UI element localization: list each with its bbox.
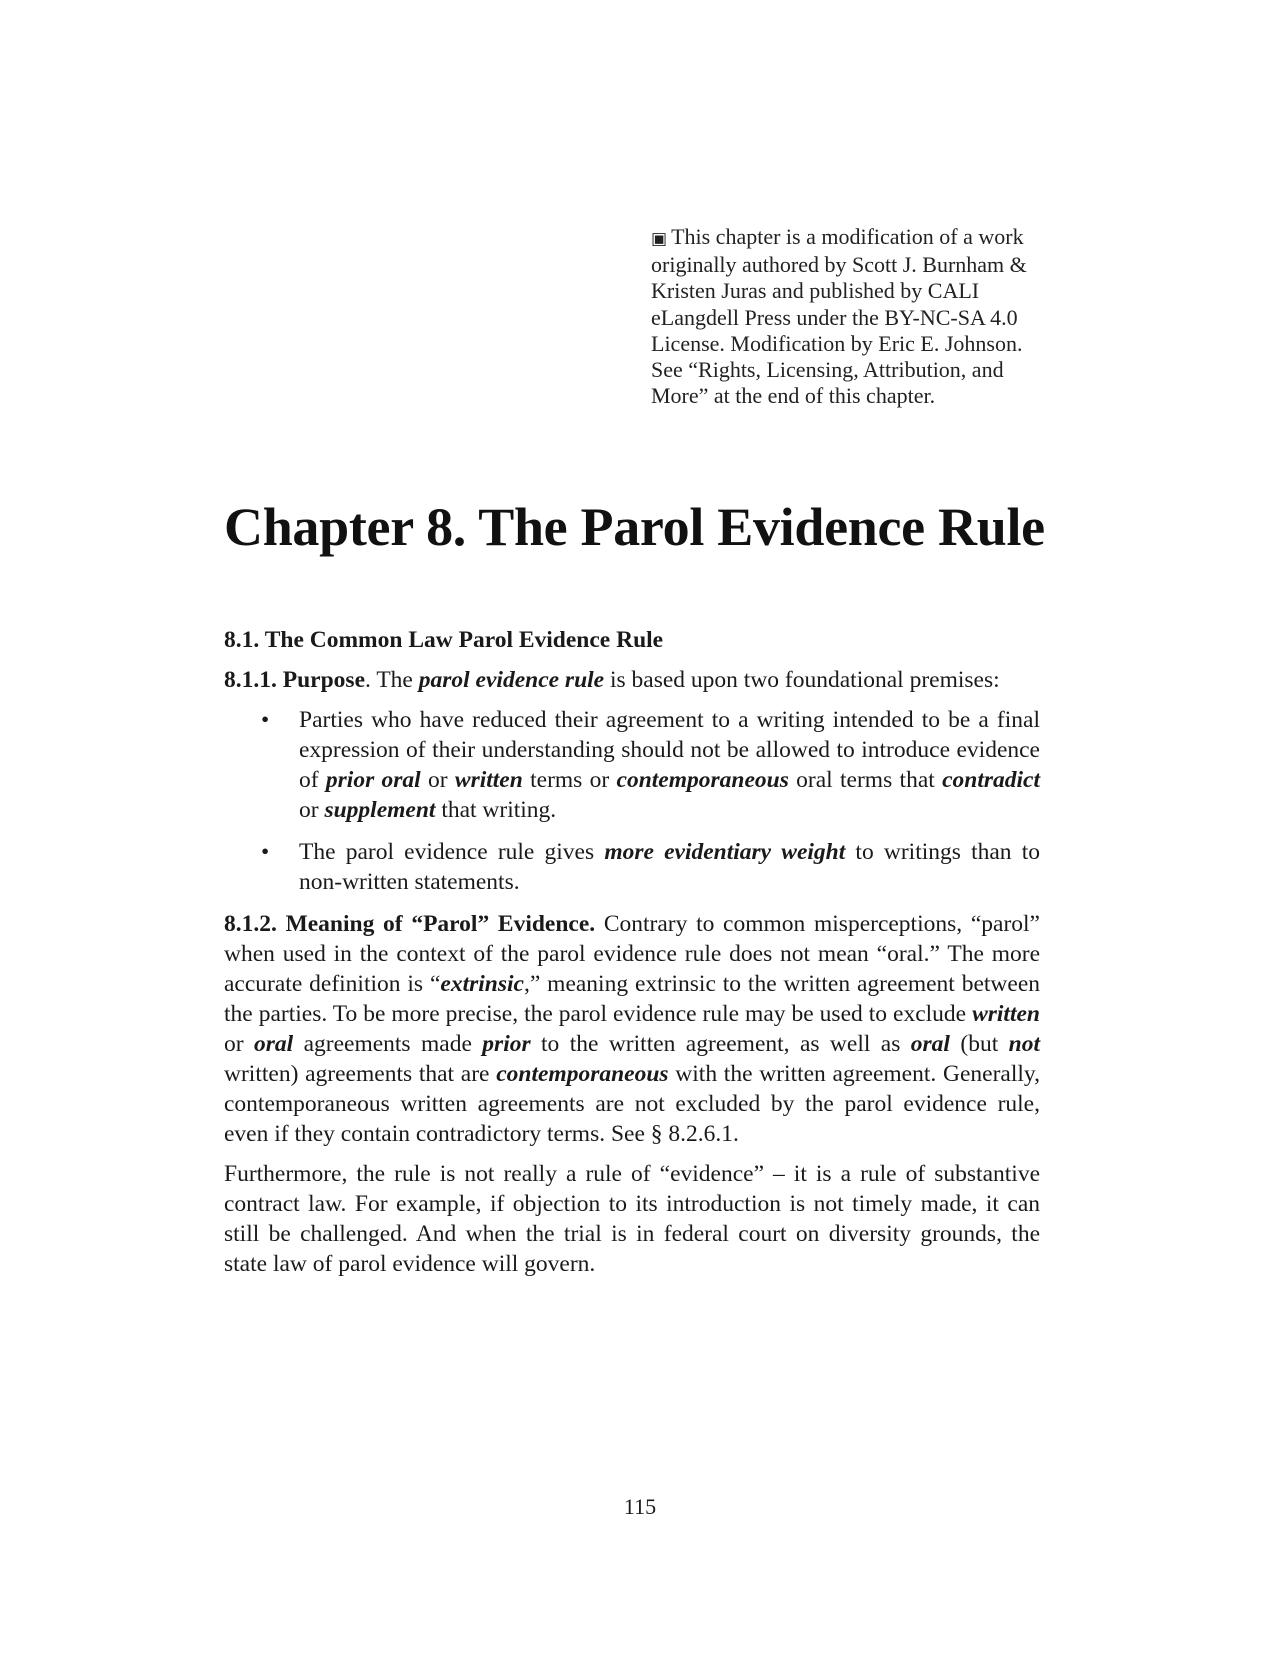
text-run: written) agreements that are bbox=[224, 1061, 497, 1087]
text-run: Contrary to common misperceptions, “parol” when used in the context of the parol evidence rule does not mean “oral.” The more accurate definition is “ bbox=[224, 911, 1040, 997]
meaning-of-parol-label: 8.1.2. Meaning of “Parol” Evidence. bbox=[224, 911, 596, 937]
bullet-icon: • bbox=[261, 707, 270, 733]
text-run: or bbox=[420, 767, 455, 793]
chapter-title: Chapter 8. The Parol Evidence Rule bbox=[224, 497, 1045, 557]
term-contemporaneous: contemporaneous bbox=[496, 1061, 669, 1087]
term-prior: prior bbox=[482, 1031, 531, 1057]
page-number: 115 bbox=[623, 1494, 657, 1519]
attribution-note-text: This chapter is a modification of a work originally authored by Scott J. Burnham & Kristen Juras and published by CALI eLangdell Press under the BY-NC-SA 4.0 License. Modification by Eric E. Johnson. See “Rights, Licensing, Attribution, and More” at the end of this chapter. bbox=[651, 224, 1027, 409]
list-item bbox=[224, 837, 1040, 897]
text-run: The parol evidence rule gives bbox=[299, 839, 605, 865]
text-run: or bbox=[224, 1031, 254, 1057]
bullet-icon: • bbox=[261, 839, 270, 865]
text-run: agreements made bbox=[293, 1031, 483, 1057]
term-contradict: contradict bbox=[942, 767, 1041, 793]
note-marker-icon: ▣ bbox=[651, 229, 668, 249]
term-extrinsic: extrinsic bbox=[440, 971, 524, 997]
text-run: to the written agreement, as well as bbox=[530, 1031, 911, 1057]
text-run: is based upon two foundational premises: bbox=[604, 667, 1000, 693]
text-run: terms or bbox=[522, 767, 617, 793]
paragraph-purpose bbox=[224, 665, 1040, 695]
text-run: or bbox=[299, 797, 325, 823]
term-contemporaneous: contemporaneous bbox=[616, 767, 789, 793]
text-run: oral terms that bbox=[788, 767, 943, 793]
text-run: (but bbox=[949, 1031, 1009, 1057]
term-written: written bbox=[454, 767, 523, 793]
term-supplement: supplement bbox=[324, 797, 436, 823]
term-oral: oral bbox=[253, 1031, 294, 1057]
premises-list bbox=[224, 705, 1040, 897]
attribution-note bbox=[651, 224, 1051, 409]
term-prior-oral: prior oral bbox=[325, 767, 421, 793]
text-run: that writing. bbox=[435, 797, 557, 823]
paragraph-furthermore: Furthermore, the rule is not really a rule of “evidence” – it is a rule of substantive contract law. For example, if objection to its introduction is not timely made, it can still be challenged. And when the trial is in federal court on diversity grounds, the state law of parol evidence will govern. bbox=[224, 1161, 1040, 1277]
term-oral: oral bbox=[910, 1031, 950, 1057]
list-item bbox=[224, 705, 1040, 825]
term-parol-evidence-rule: parol evidence rule bbox=[418, 667, 605, 693]
text-run: Parties who have reduced their agreement to a writing intended to be a final expression of their understanding should not be allowed to introduce evidence of bbox=[299, 707, 1040, 793]
term-written: written bbox=[972, 1001, 1040, 1027]
chapter-body bbox=[224, 625, 1040, 1289]
text-run: . The bbox=[365, 667, 419, 693]
term-not: not bbox=[1008, 1031, 1040, 1057]
section-heading-8-1: 8.1. The Common Law Parol Evidence Rule bbox=[224, 627, 664, 653]
paragraph-meaning-of-parol bbox=[224, 909, 1040, 1149]
purpose-label: 8.1.1. Purpose bbox=[224, 667, 365, 693]
text-run: ,” meaning extrinsic to the written agreement between the parties. To be more precise, the parol evidence rule may be used to exclude bbox=[224, 971, 1041, 1027]
term-more-evidentiary-weight: more evidentiary weight bbox=[604, 839, 846, 865]
text-run: to writings than to non-written statements. bbox=[299, 839, 1040, 895]
text-run: with the written agreement. Generally, contemporaneous written agreements are not excluded by the parol evidence rule, even if they contain contradictory terms. See § 8.2.6.1. bbox=[224, 1061, 1040, 1147]
